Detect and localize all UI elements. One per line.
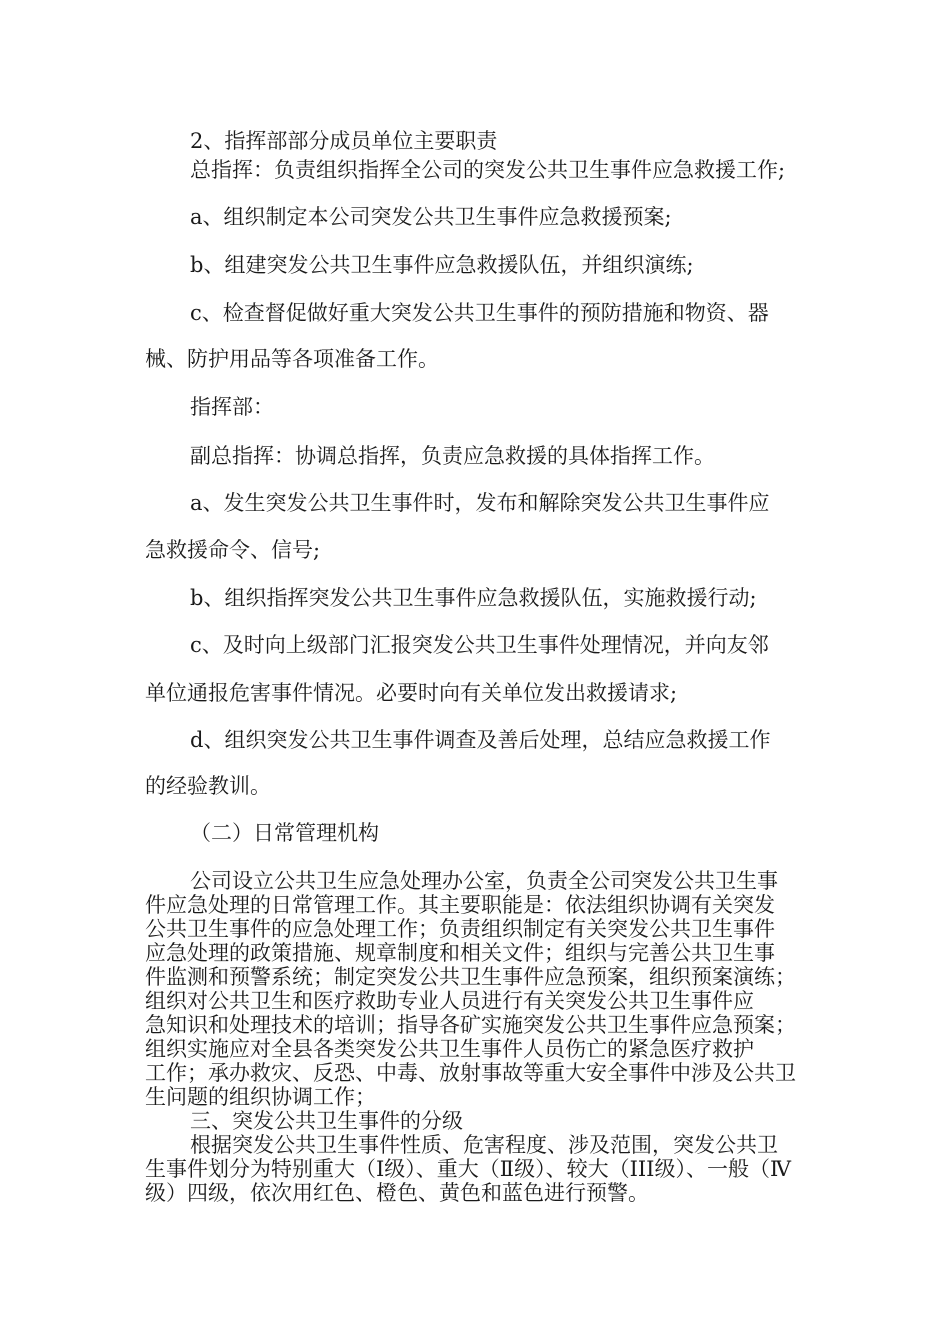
paragraph-line: 公司设立公共卫生应急处理办公室，负责全公司突发公共卫生事 [190,869,778,893]
paragraph-line: d、组织突发公共卫生事件调查及善后处理，总结应急救援工作 [190,728,771,752]
section-heading-classification: 三、突发公共卫生事件的分级 [190,1109,463,1133]
paragraph-line: b、组建突发公共卫生事件应急救援队伍，并组织演练; [190,253,694,277]
paragraph-line: 件应急处理的日常管理工作。其主要职能是：依法组织协调有关突发 [145,893,775,917]
paragraph-line: 工作；承办救灾、反恐、中毒、放射事故等重大安全事件中涉及公共卫 [145,1061,796,1085]
paragraph-line: c、检查督促做好重大突发公共卫生事件的预防措施和物资、器 [190,301,769,325]
paragraph-line: 级）四级，依次用红色、橙色、黄色和蓝色进行预警。 [145,1181,649,1205]
paragraph-line: 生问题的组织协调工作； [145,1085,376,1109]
paragraph-line: 根据突发公共卫生事件性质、危害程度、涉及范围，突发公共卫 [190,1133,778,1157]
section-heading-daily-management: （二）日常管理机构 [190,821,379,845]
paragraph-line: 应急处理的政策措施、规章制度和相关文件；组织与完善公共卫生事 [145,941,775,965]
paragraph-line: 组织对公共卫生和医疗救助专业人员进行有关突发公共卫生事件应 [145,989,754,1013]
paragraph-line: 总指挥：负责组织指挥全公司的突发公共卫生事件应急救援工作; [190,158,786,182]
paragraph-line: 械、防护用品等各项准备工作。 [145,347,439,371]
paragraph-line: 单位通报危害事件情况。必要时向有关单位发出救援请求; [145,681,678,705]
paragraph-line: a、组织制定本公司突发公共卫生事件应急救援预案; [190,205,672,229]
paragraph-line: 副总指挥：协调总指挥，负责应急救援的具体指挥工作。 [190,444,715,468]
section-heading-responsibilities: 2、指挥部部分成员单位主要职责 [190,129,498,153]
paragraph-line: 急救援命令、信号; [145,538,321,562]
paragraph-line: 生事件划分为特别重大（Ⅰ级）、重大（Ⅱ级）、较大（III级）、一般（Ⅳ [145,1157,791,1181]
paragraph-line: 公共卫生事件的应急处理工作；负责组织制定有关突发公共卫生事件 [145,917,775,941]
paragraph-line: a、发生突发公共卫生事件时，发布和解除突发公共卫生事件应 [190,491,770,515]
paragraph-line: 急知识和处理技术的培训；指导各矿实施突发公共卫生事件应急预案； [145,1013,796,1037]
paragraph-line: 组织实施应对全县各类突发公共卫生事件人员伤亡的紧急医疗救护 [145,1037,754,1061]
paragraph-line: 件监测和预警系统；制定突发公共卫生事件应急预案，组织预案演练； [145,965,796,989]
paragraph-line: c、及时向上级部门汇报突发公共卫生事件处理情况，并向友邻 [190,633,769,657]
paragraph-line: b、组织指挥突发公共卫生事件应急救援队伍，实施救援行动; [190,586,757,610]
paragraph-line: 指挥部： [190,395,274,419]
paragraph-line: 的经验教训。 [145,774,271,798]
